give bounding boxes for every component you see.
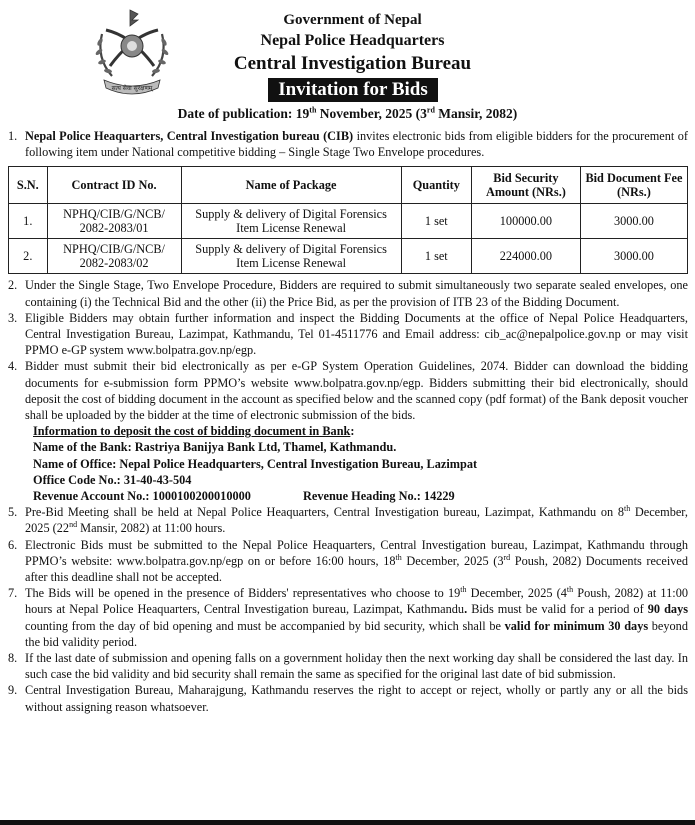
paragraph-5: 5. Pre-Bid Meeting shall be held at Nepal Police Heaquarters, Central Investigation bureau, Lazimpat, Kathmandu on 8th December, 2025 (22nd Mansir, 2082) at 11:00 hours. <box>8 504 688 536</box>
notice-header <box>0 0 695 106</box>
invitation-banner: Invitation for Bids <box>268 78 438 102</box>
paragraph-9: 9. Central Investigation Bureau, Maharajgung, Kathmandu reserves the right to accept or reject, wholly or partly any or all the bids without assigning reason whatsoever. <box>8 683 688 714</box>
col-quantity: Quantity <box>401 167 471 204</box>
paragraph-4: 4. Bidder must submit their bid electronically as per e-GP System Operation Guidelines, 2074. Bidder can download the bidding documents for e-submission form PPMO’s website www.bolpatra.gov.np/egp. Bidders submitting their bid electronically, should deposit the cost of bidding document in the account as specified below and the scanned copy (pdf format) of the Bank deposit voucher shall be uploaded by the bidder at the time of electronic submission of the bids. <box>8 359 688 423</box>
col-package: Name of Package <box>181 167 401 204</box>
revenue-heading: Revenue Heading No.: 14229 <box>303 489 455 504</box>
office-code: Office Code No.: 31-40-43-504 <box>33 472 192 487</box>
bank-info-title: Information to deposit the cost of bidding document in Bank: <box>33 424 355 439</box>
header-government: Government of Nepal <box>283 12 422 28</box>
table-row: 1. NPHQ/CIB/G/NCB/ 2082-2083/01 Supply & delivery of Digital Forensics Item License Renewal 1 set 100000.00 3000.00 <box>9 204 688 239</box>
paragraph-1: 1. Nepal Police Heaquarters, Central Investigation bureau (CIB) invites electronic bids from eligible bidders for the procurement of following item under National competitive bidding – Single Stage Two Envelope procedures. <box>8 129 688 160</box>
header-police-hq: Nepal Police Headquarters <box>260 32 445 49</box>
paragraph-7: 7. The Bids will be opened in the presence of Bidders' representatives who choose to 19th December, 2025 (4th Poush, 2082) at 11:00 hours at Nepal Police Heaquarters, Central Investigation bureau, Lazimpat, Kathmandu. Bids must be valid for a period of 90 days counting from the day of bid opening and must be accompanied by bid security, which shall be valid for minimum 30 days beyond the bid validity period. <box>8 585 689 649</box>
bank-name: Name of the Bank: Rastriya Banijya Bank Ltd, Thamel, Kathmandu. <box>33 440 397 455</box>
svg-text:सत्य सेवा सुरक्षणम्: सत्य सेवा सुरक्षणम् <box>111 85 153 92</box>
col-bid-security: Bid Security Amount (NRs.) <box>471 167 580 204</box>
paragraph-2: 2. Under the Single Stage, Two Envelope Procedure, Bidders are required to submit simultaneously two separate sealed envelopes, one containing (i) the Technical Bid and the other (ii) the Price Bid, as per the provision of ITB 23 of the Bidding Document. <box>8 278 688 309</box>
revenue-account: Revenue Account No.: 1000100200010000 <box>33 489 251 504</box>
nepal-police-emblem-icon <box>82 6 182 101</box>
table-row: 2. NPHQ/CIB/G/NCB/ 2082-2083/02 Supply & delivery of Digital Forensics Item License Renewal 1 set 224000.00 3000.00 <box>9 239 688 274</box>
footer-divider <box>0 820 695 825</box>
paragraph-8: 8. If the last date of submission and opening falls on a government holiday then the next working day shall be considered the last day. In such case the bid validity and bid security shall remain the same as specified for the original last date of bid submission. <box>8 651 688 682</box>
notice-body <box>8 128 688 715</box>
table-header-row <box>9 167 688 204</box>
col-contract-id: Contract ID No. <box>47 167 181 204</box>
header-cib: Central Investigation Bureau <box>233 53 472 74</box>
col-doc-fee: Bid Document Fee (NRs.) <box>580 167 687 204</box>
bank-info <box>8 423 688 504</box>
office-name: Name of Office: Nepal Police Headquarters, Central Investigation Bureau, Lazimpat <box>33 456 478 471</box>
publication-date: Date of publication: 19th November, 2025 (3rd Mansir, 2082) <box>177 105 518 121</box>
paragraph-6: 6. Electronic Bids must be submitted to the Nepal Police Heaquarters, Central Investigation bureau, Lazimpat, Kathmandu through PPMO’s website: www.bolpatra.gov.np/egp on or before 16:00 hours, 18th December, 2025 (3rd Poush, 2082) Documents received after this deadline shall not be accepted. <box>8 537 689 585</box>
bid-table <box>8 166 688 274</box>
revenue-line <box>33 488 688 504</box>
col-sn: S.N. <box>9 167 48 204</box>
paragraph-3: 3. Eligible Bidders may obtain further information and inspect the Bidding Documents at the office of Nepal Police Headquarters, Central Investigation Bureau, Lazimpat, Kathmandu, Tel 01-4511776 and Email address: cib_ac@nepalpolice.gov.np or may visit PPMO e-GP system www.bolpatra.gov.np/egp. <box>8 310 688 358</box>
